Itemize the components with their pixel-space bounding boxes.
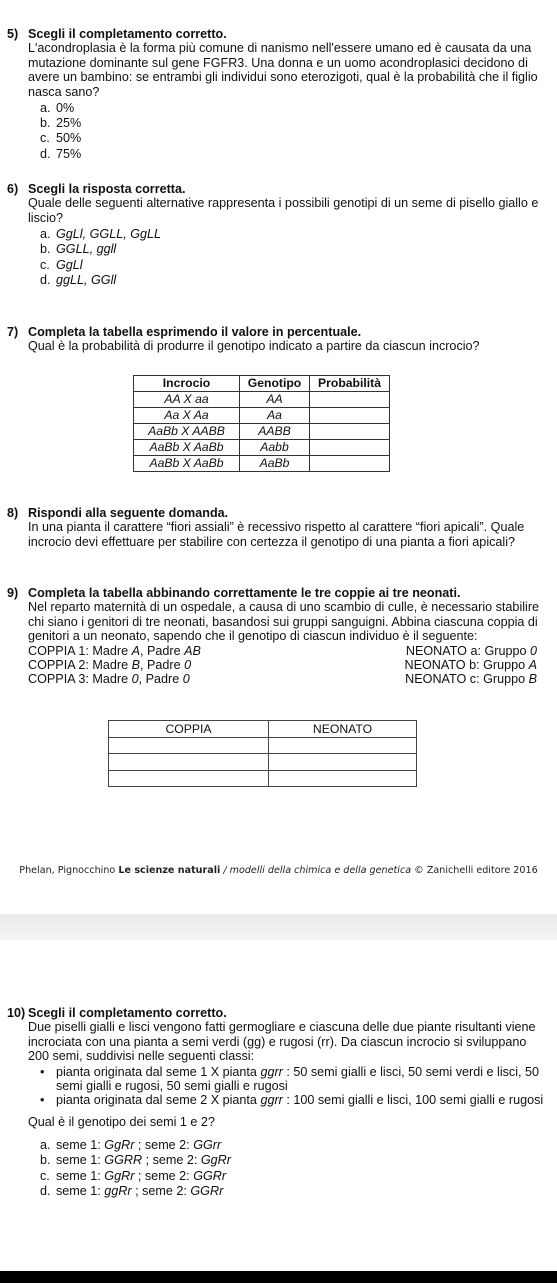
question-6-options xyxy=(7,227,547,288)
question-10-bullets xyxy=(7,1065,547,1108)
question-5 xyxy=(7,27,547,162)
question-5-text: L'acondroplasia è la forma più comune di nanismo nell'essere umano ed è causata da una mutazione dominante sul gene FGFR3. Una donna e un uomo acondroplasici decidono di avere un bambino: se entrambi gli individui sono eterozigoti, qual è la probabilità che il figlio nasca sano? xyxy=(28,41,538,99)
pairs-list xyxy=(7,644,547,687)
option-d: d. ggLL, GGll xyxy=(40,272,117,287)
question-10-question: Qual è il genotipo dei semi 1 e 2? xyxy=(28,1114,215,1129)
page-separator xyxy=(0,914,557,940)
question-6-text: Quale delle seguenti alternative rappresenta i possibili genotipi di un seme di pisello giallo e liscio? xyxy=(28,196,539,225)
option-c: c. seme 1: GgRr ; seme 2: GGRr xyxy=(40,1168,227,1183)
table-row xyxy=(109,737,417,754)
option-b: b. GGLL, ggll xyxy=(40,242,117,257)
question-9-title: 9) Completa la tabella abbinando correttamente le tre coppie ai tre neonati. xyxy=(7,586,461,600)
question-6-title: 6) Scegli la risposta corretta. xyxy=(7,182,186,196)
bottom-bar xyxy=(0,1271,557,1283)
question-10-options xyxy=(7,1138,547,1199)
table-header-row xyxy=(109,721,417,738)
list-item: • pianta originata dal seme 2 X pianta ggrr : 100 semi gialli e lisci, 100 semi gialli e rugosi xyxy=(40,1093,547,1107)
question-7-text: Qual è la probabilità di produrre il genotipo indicato a partire da ciascun incrocio? xyxy=(28,339,480,354)
list-item: • pianta originata dal seme 1 X pianta ggrr : 50 semi gialli e lisci, 50 semi verdi e lisci, 50 semi gialli e rugosi, 50 semi gialli e rugosi xyxy=(40,1065,547,1094)
option-b: b. seme 1: GGRR ; seme 2: GgRr xyxy=(40,1153,231,1168)
question-6 xyxy=(7,182,547,288)
option-a: a. 0% xyxy=(40,101,75,116)
probability-table xyxy=(133,375,390,472)
option-a: a. seme 1: GgRr ; seme 2: GGrr xyxy=(40,1138,222,1153)
pair-row xyxy=(28,644,547,658)
option-d: d. seme 1: ggRr ; seme 2: GGRr xyxy=(40,1183,224,1198)
question-9 xyxy=(7,586,547,687)
table-row: AaBb X AABB AABB xyxy=(134,424,390,440)
header-probabilita: Probabilità xyxy=(310,376,390,392)
question-8 xyxy=(7,506,547,549)
neonato-a: NEONATO a: Gruppo 0 xyxy=(405,643,537,658)
neonato-c: NEONATO c: Gruppo B xyxy=(405,672,537,687)
question-5-title: 5) Scegli il completamento corretto. xyxy=(7,27,227,41)
header-neonato: NEONATO xyxy=(269,721,417,738)
question-10-text: Due piselli gialli e lisci vengono fatti germogliare e ciascuna delle due piante risultanti viene incrociata con una pianta a semi verdi (gg) e rugosi (rr). Da ciascun incrocio si sviluppano 200 semi, suddivisi nelle seguenti classi: xyxy=(28,1020,536,1064)
question-7-title: 7) Completa la tabella esprimendo il valore in percentuale. xyxy=(7,325,362,339)
credits-footer: Phelan, Pignocchino Le scienze naturali / modelli della chimica e della genetica © Zanichelli editore 2016 xyxy=(19,865,538,876)
option-a: a. GgLl, GGLL, GgLL xyxy=(40,227,162,242)
neonato-b: NEONATO b: Gruppo A xyxy=(404,658,537,673)
table-row xyxy=(109,770,417,787)
pair-row xyxy=(28,658,547,672)
option-c: c. GgLl xyxy=(40,257,83,272)
option-c: c. 50% xyxy=(40,131,82,146)
question-10-title: 10) Scegli il completamento corretto. xyxy=(7,1006,227,1020)
question-9-text: Nel reparto maternità di un ospedale, a causa di uno scambio di culle, è necessario stabilire chi siano i genitori di tre neonati, basandosi sui gruppi sanguigni. Abbina ciascuna coppia di genitori a un neonato, sapendo che il genotipo di ciascun individuo è il seguente: xyxy=(28,600,540,644)
question-7 xyxy=(7,325,547,354)
question-8-text: In una pianta il carattere “fiori assiali” è recessivo rispetto al carattere “fiori apicali”. Quale incrocio devi effettuare per stabilire con certezza il genotipo di una pianta a fiori apicali? xyxy=(28,520,525,549)
coppia-1: COPPIA 1: Madre A, Padre AB xyxy=(28,643,201,658)
table-row: AaBb X AaBb AaBb xyxy=(134,456,390,472)
question-10 xyxy=(7,1006,547,1199)
table-row: AA X aa AA xyxy=(134,392,390,408)
coppia-3: COPPIA 3: Madre 0, Padre 0 xyxy=(28,672,190,687)
table-row: AaBb X AaBb Aabb xyxy=(134,440,390,456)
coppia-2: COPPIA 2: Madre B, Padre 0 xyxy=(28,658,192,673)
page-2 xyxy=(0,940,557,1271)
option-d: d. 75% xyxy=(40,146,82,161)
option-b: b. 25% xyxy=(40,116,82,131)
matching-table xyxy=(108,720,417,787)
header-coppia: COPPIA xyxy=(109,721,269,738)
question-5-options xyxy=(7,101,547,162)
header-genotipo: Genotipo xyxy=(240,376,310,392)
header-incrocio: Incrocio xyxy=(134,376,240,392)
question-8-title: 8) Rispondi alla seguente domanda. xyxy=(7,506,229,520)
pair-row xyxy=(28,672,547,686)
table-row: Aa X Aa Aa xyxy=(134,408,390,424)
table-header-row xyxy=(134,376,390,392)
table-row xyxy=(109,754,417,771)
